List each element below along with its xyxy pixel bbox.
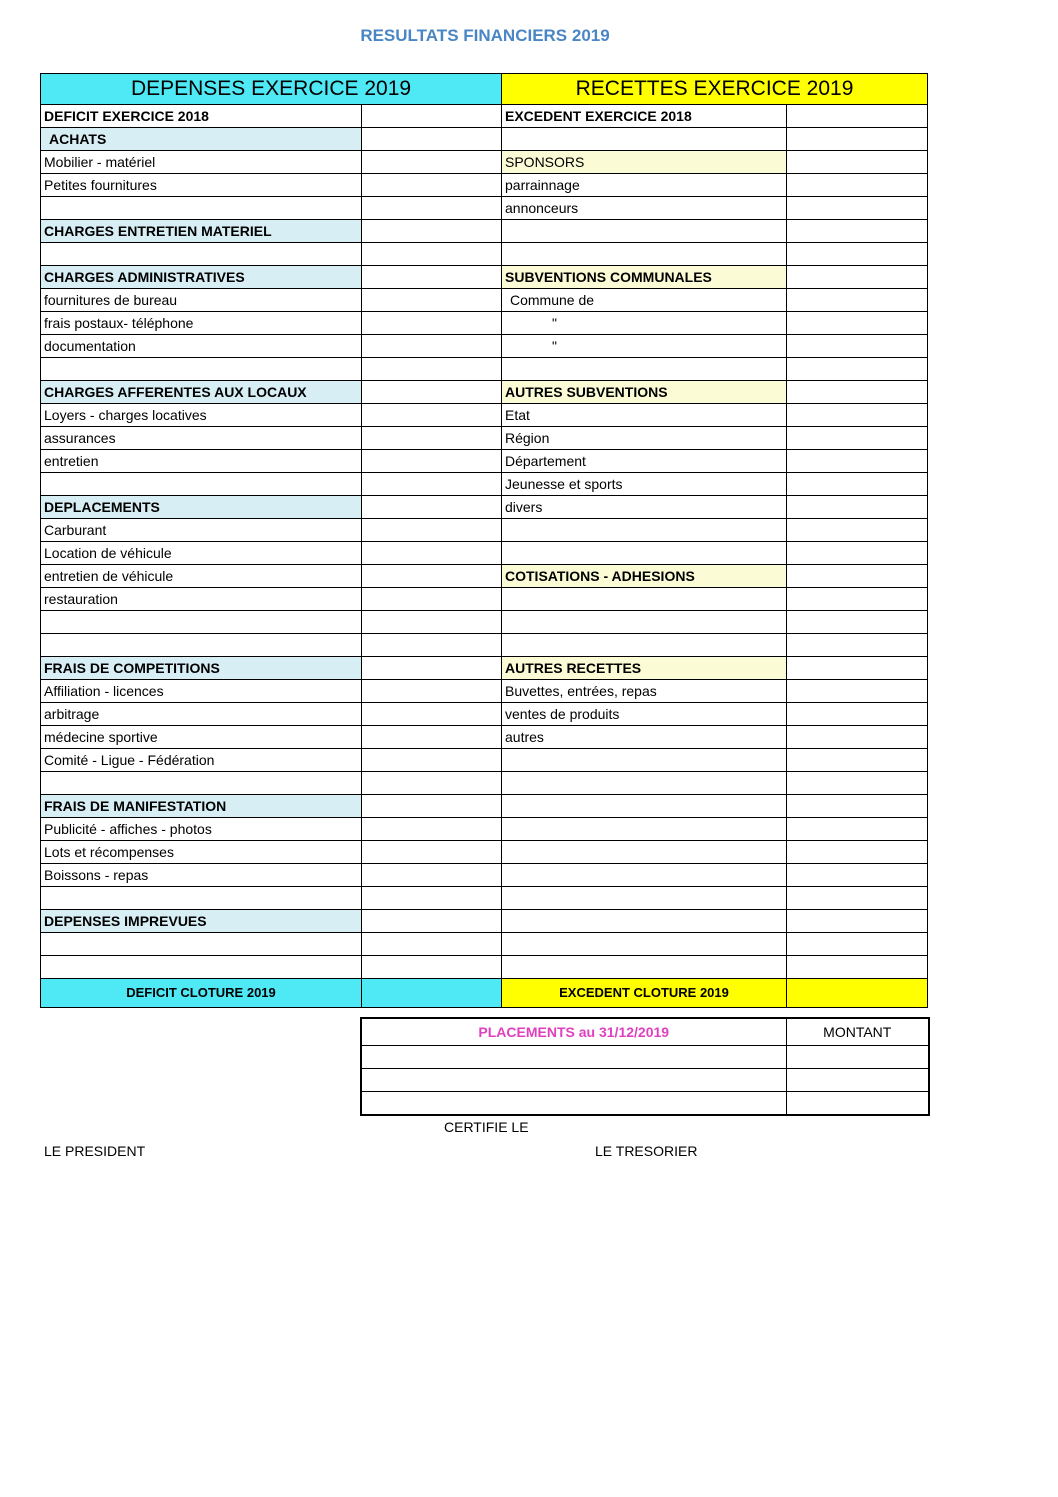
recette-label: ventes de produits [502,703,787,726]
table-row [41,933,928,956]
depense-label: CHARGES ADMINISTRATIVES [41,266,362,289]
depense-amount-cell[interactable] [362,542,502,565]
depense-amount-cell[interactable] [362,473,502,496]
recette-amount-cell[interactable] [787,220,928,243]
placement-row [361,1092,929,1116]
depense-amount-cell[interactable] [362,105,502,128]
table-row [41,174,928,197]
recette-label: Région [502,427,787,450]
placement-row [361,1046,929,1069]
depense-label: Loyers - charges locatives [41,404,362,427]
table-row [41,910,928,933]
recette-amount-cell[interactable] [787,358,928,381]
depense-amount-cell[interactable] [362,128,502,151]
depense-label: CHARGES ENTRETIEN MATERIEL [41,220,362,243]
depense-label: assurances [41,427,362,450]
table-row [41,680,928,703]
depense-label: documentation [41,335,362,358]
recette-label: AUTRES SUBVENTIONS [502,381,787,404]
placement-row [361,1069,929,1092]
placement-label-cell[interactable] [361,1069,786,1092]
recette-amount-cell[interactable] [787,749,928,772]
table-row [41,818,928,841]
table-row [41,404,928,427]
depense-amount-cell[interactable] [362,496,502,519]
recette-amount-cell[interactable] [787,450,928,473]
depense-amount-cell[interactable] [362,312,502,335]
table-row [41,519,928,542]
recette-amount-cell[interactable] [787,933,928,956]
recette-label [502,933,787,956]
table-row [41,289,928,312]
recette-label: " [502,335,787,358]
table-row [41,450,928,473]
recette-amount-cell[interactable] [787,312,928,335]
president-signature-label: LE PRESIDENT [44,1143,146,1159]
recette-label [502,910,787,933]
table-row [41,381,928,404]
recette-label: COTISATIONS - ADHESIONS [502,565,787,588]
depense-label: DEPLACEMENTS [41,496,362,519]
recette-amount-cell[interactable] [787,427,928,450]
placement-amount-cell[interactable] [786,1069,929,1092]
depense-label: arbitrage [41,703,362,726]
recette-label [502,220,787,243]
depense-amount-cell[interactable] [362,910,502,933]
depense-label [41,197,362,220]
depense-amount-cell[interactable] [362,565,502,588]
depense-label: fournitures de bureau [41,289,362,312]
depense-amount-cell[interactable] [362,864,502,887]
depenses-header: DEPENSES EXERCICE 2019 [41,74,502,105]
recette-label [502,864,787,887]
table-row [41,542,928,565]
depense-label: DEFICIT EXERCICE 2018 [41,105,362,128]
depense-amount-cell[interactable] [362,358,502,381]
depense-amount-cell[interactable] [362,933,502,956]
recette-label [502,611,787,634]
depense-label [41,887,362,910]
table-row [41,588,928,611]
totals-row [41,979,928,1008]
depense-amount-cell[interactable] [362,887,502,910]
table-row [41,312,928,335]
depense-label [41,772,362,795]
recette-amount-cell[interactable] [787,910,928,933]
depense-amount-cell[interactable] [362,427,502,450]
recette-amount-cell[interactable] [787,289,928,312]
recette-label: EXCEDENT EXERCICE 2018 [502,105,787,128]
recette-amount-cell[interactable] [787,105,928,128]
depense-label: restauration [41,588,362,611]
table-row [41,473,928,496]
excedent-cloture-amount[interactable] [787,979,928,1008]
recette-amount-cell[interactable] [787,887,928,910]
recette-label [502,243,787,266]
recette-amount-cell[interactable] [787,657,928,680]
recette-amount-cell[interactable] [787,542,928,565]
depense-label [41,243,362,266]
depense-amount-cell[interactable] [362,381,502,404]
recette-label: parrainnage [502,174,787,197]
depense-label: ACHATS [41,128,362,151]
financial-table [40,73,928,1008]
page-title: RESULTATS FINANCIERS 2019 [360,26,610,45]
depense-label: Carburant [41,519,362,542]
depense-amount-cell[interactable] [362,795,502,818]
depense-amount-cell[interactable] [362,450,502,473]
depense-label: Affiliation - licences [41,680,362,703]
recette-amount-cell[interactable] [787,772,928,795]
recette-amount-cell[interactable] [787,243,928,266]
depense-amount-cell[interactable] [362,335,502,358]
depense-amount-cell[interactable] [362,956,502,979]
table-row [41,657,928,680]
depense-amount-cell[interactable] [362,289,502,312]
deficit-cloture-amount[interactable] [362,979,502,1008]
depense-amount-cell[interactable] [362,772,502,795]
depense-label [41,634,362,657]
depense-label: CHARGES AFFERENTES AUX LOCAUX [41,381,362,404]
placements-header-row [361,1018,929,1046]
recette-label: Département [502,450,787,473]
depense-label [41,956,362,979]
depense-label: Location de véhicule [41,542,362,565]
recette-label: Commune de [502,289,787,312]
table-row [41,496,928,519]
table-header-row [41,74,928,105]
recette-label [502,588,787,611]
depense-label: médecine sportive [41,726,362,749]
table-row [41,427,928,450]
table-row [41,151,928,174]
recette-label: Etat [502,404,787,427]
depense-label: DEPENSES IMPREVUES [41,910,362,933]
placement-label-cell[interactable] [361,1092,786,1116]
recette-label: autres [502,726,787,749]
recette-amount-cell[interactable] [787,588,928,611]
table-row [41,128,928,151]
recette-label [502,818,787,841]
placement-amount-cell[interactable] [786,1092,929,1116]
table-row [41,634,928,657]
depense-label [41,473,362,496]
treasurer-signature-label: LE TRESORIER [595,1143,698,1159]
recette-label [502,358,787,381]
depense-amount-cell[interactable] [362,680,502,703]
recette-label [502,772,787,795]
table-row [41,335,928,358]
recette-amount-cell[interactable] [787,841,928,864]
placement-label-cell[interactable] [361,1046,786,1069]
recette-amount-cell[interactable] [787,795,928,818]
excedent-cloture-label: EXCEDENT CLOTURE 2019 [502,979,787,1008]
recette-label: " [502,312,787,335]
recette-amount-cell[interactable] [787,956,928,979]
placement-amount-cell[interactable] [786,1046,929,1069]
recette-amount-cell[interactable] [787,496,928,519]
table-row [41,864,928,887]
depense-label: FRAIS DE MANIFESTATION [41,795,362,818]
recette-amount-cell[interactable] [787,174,928,197]
recette-label: divers [502,496,787,519]
recette-amount-cell[interactable] [787,565,928,588]
depense-label: FRAIS DE COMPETITIONS [41,657,362,680]
recette-amount-cell[interactable] [787,864,928,887]
depense-amount-cell[interactable] [362,657,502,680]
depense-amount-cell[interactable] [362,404,502,427]
depense-label: Petites fournitures [41,174,362,197]
recette-amount-cell[interactable] [787,703,928,726]
recette-label: annonceurs [502,197,787,220]
depense-label: Comité - Ligue - Fédération [41,749,362,772]
depense-label: frais postaux- téléphone [41,312,362,335]
table-row [41,887,928,910]
depense-amount-cell[interactable] [362,519,502,542]
depense-amount-cell[interactable] [362,818,502,841]
table-row [41,220,928,243]
table-row [41,726,928,749]
depense-label: Mobilier - matériel [41,151,362,174]
recette-amount-cell[interactable] [787,404,928,427]
recette-label [502,519,787,542]
depense-label: Lots et récompenses [41,841,362,864]
recette-label [502,795,787,818]
table-row [41,243,928,266]
table-row [41,611,928,634]
recette-amount-cell[interactable] [787,381,928,404]
recette-amount-cell[interactable] [787,128,928,151]
table-row [41,703,928,726]
depense-amount-cell[interactable] [362,174,502,197]
depense-amount-cell[interactable] [362,266,502,289]
table-row [41,749,928,772]
depense-amount-cell[interactable] [362,749,502,772]
depense-label: Publicité - affiches - photos [41,818,362,841]
table-row [41,197,928,220]
depense-label [41,933,362,956]
table-row [41,358,928,381]
depense-label: Boissons - repas [41,864,362,887]
recette-amount-cell[interactable] [787,680,928,703]
recette-amount-cell[interactable] [787,335,928,358]
depense-label: entretien [41,450,362,473]
recette-amount-cell[interactable] [787,611,928,634]
placements-table [360,1017,930,1116]
table-row [41,795,928,818]
recette-amount-cell[interactable] [787,266,928,289]
recette-amount-cell[interactable] [787,818,928,841]
depense-amount-cell[interactable] [362,611,502,634]
recette-label [502,749,787,772]
montant-header: MONTANT [786,1018,929,1046]
recette-amount-cell[interactable] [787,726,928,749]
table-row [41,772,928,795]
recette-amount-cell[interactable] [787,634,928,657]
table-row [41,266,928,289]
recette-amount-cell[interactable] [787,151,928,174]
table-row [41,565,928,588]
recette-label [502,128,787,151]
table-row [41,841,928,864]
depense-amount-cell[interactable] [362,703,502,726]
recette-label: SUBVENTIONS COMMUNALES [502,266,787,289]
certifie-le-label: CERTIFIE LE [444,1119,529,1135]
depense-amount-cell[interactable] [362,197,502,220]
recette-label [502,634,787,657]
deficit-cloture-label: DEFICIT CLOTURE 2019 [41,979,362,1008]
depense-amount-cell[interactable] [362,243,502,266]
recettes-header: RECETTES EXERCICE 2019 [502,74,928,105]
recette-label [502,542,787,565]
depense-amount-cell[interactable] [362,726,502,749]
depense-label: entretien de véhicule [41,565,362,588]
recette-label [502,956,787,979]
recette-label: SPONSORS [502,151,787,174]
table-row [41,105,928,128]
depense-label [41,611,362,634]
recette-label [502,841,787,864]
depense-amount-cell[interactable] [362,634,502,657]
depense-amount-cell[interactable] [362,220,502,243]
recette-label: Buvettes, entrées, repas [502,680,787,703]
depense-amount-cell[interactable] [362,151,502,174]
recette-label [502,887,787,910]
recette-amount-cell[interactable] [787,519,928,542]
recette-label: AUTRES RECETTES [502,657,787,680]
recette-amount-cell[interactable] [787,197,928,220]
depense-amount-cell[interactable] [362,588,502,611]
depense-amount-cell[interactable] [362,841,502,864]
depense-label [41,358,362,381]
table-row [41,956,928,979]
recette-label: Jeunesse et sports [502,473,787,496]
recette-amount-cell[interactable] [787,473,928,496]
placements-title: PLACEMENTS au 31/12/2019 [361,1018,786,1046]
